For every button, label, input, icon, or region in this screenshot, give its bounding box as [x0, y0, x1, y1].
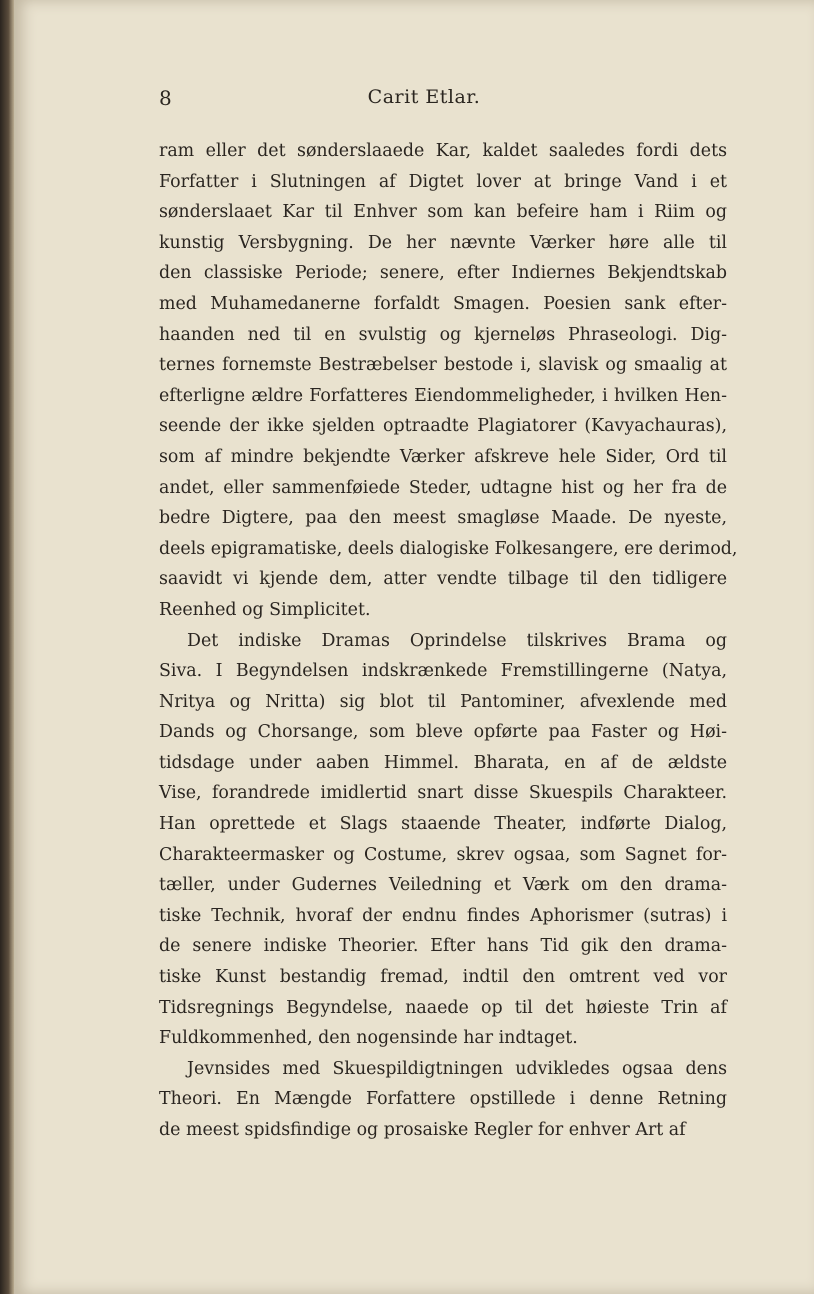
text-line: tiske Technik, hvoraf der endnu findes Aphorismer (sutras) i [159, 905, 727, 926]
text-line: tidsdage under aaben Himmel. Bharata, en af de ældste [159, 752, 727, 773]
text-line: Dands og Chorsange, som bleve opførte paa Faster og Høi- [159, 722, 727, 743]
text-line: ternes fornemste Bestræbelser bestode i, slavisk og smaalig at [159, 355, 727, 376]
page-number: 8 [159, 86, 172, 110]
text-line: kunstig Versbygning. De her nævnte Værker høre alle til [159, 232, 727, 253]
text-line: seende der ikke sjelden optraadte Plagiatorer (Kavyachauras), [159, 416, 727, 437]
text-line: haanden ned til en svulstig og kjerneløs Phraseologi. Dig- [159, 324, 727, 345]
text-line: som af mindre bekjendte Værker afskreve hele Sider, Ord til [159, 446, 727, 467]
body-text [159, 136, 738, 1146]
paragraph [159, 1054, 727, 1146]
text-line: de senere indiske Theorier. Efter hans Tid gik den drama- [159, 936, 727, 957]
text-line: med Muhamedanerne forfaldt Smagen. Poesien sank efter- [159, 293, 727, 314]
running-head [14, 86, 814, 116]
text-line: efterligne ældre Forfatteres Eiendommeligheder, i hvilken Hen- [159, 385, 727, 406]
text-line: bedre Digtere, paa den meest smagløse Maade. De nyeste, [159, 508, 727, 529]
text-line: andet, eller sammenføiede Steder, udtagne hist og her fra de [159, 477, 727, 498]
running-title: Carit Etlar. [367, 86, 481, 108]
book-spine-shadow [0, 0, 14, 1294]
text-line: Vise, forandrede imidlertid snart disse Skuespils Charakteer. [159, 783, 727, 804]
text-line: Nritya og Nritta) sig blot til Pantominer, afvexlende med [159, 691, 727, 712]
text-line: Theori. En Mængde Forfattere opstillede i denne Retning [159, 1089, 727, 1110]
text-line: saavidt vi kjende dem, atter vendte tilbage til den tidligere [159, 569, 727, 590]
book-page [14, 0, 814, 1294]
text-line: Forfatter i Slutningen af Digtet lover at bringe Vand i et [159, 171, 727, 192]
text-line: Fuldkommenhed, den nogensinde har indtaget. [159, 1028, 578, 1049]
text-line: de meest spidsfindige og prosaiske Regler for enhver Art af [159, 1120, 686, 1140]
text-line: Tidsregnings Begyndelse, naaede op til det høieste Trin af [159, 997, 727, 1018]
paragraph [159, 626, 727, 1054]
text-line: Reenhed og Simplicitet. [159, 599, 371, 620]
text-line: Jevnsides med Skuespildigtningen udvikledes ogsaa dens [187, 1058, 727, 1079]
text-line: tiske Kunst bestandig fremad, indtil den omtrent ved vor [159, 967, 727, 988]
text-line: Charakteermasker og Costume, skrev ogsaa, som Sagnet for- [159, 844, 727, 865]
text-line: ram eller det sønderslaaede Kar, kaldet saaledes fordi dets [159, 141, 727, 161]
text-line: deels epigramatiske, deels dialogiske Folkesangere, ere derimod, [159, 538, 738, 559]
text-line: den classiske Periode; senere, efter Indiernes Bekjendtskab [159, 263, 727, 284]
text-line: sønderslaaet Kar til Enhver som kan befeire ham i Riim og [159, 202, 727, 223]
paragraph [159, 136, 738, 626]
text-line: Siva. I Begyndelsen indskrænkede Fremstillingerne (Natya, [159, 661, 727, 682]
text-line: tæller, under Gudernes Veiledning et Værk om den drama- [159, 875, 727, 896]
text-line: Det indiske Dramas Oprindelse tilskrives Brama og [187, 630, 727, 651]
text-line: Han oprettede et Slags staaende Theater, indførte Dialog, [159, 814, 727, 835]
